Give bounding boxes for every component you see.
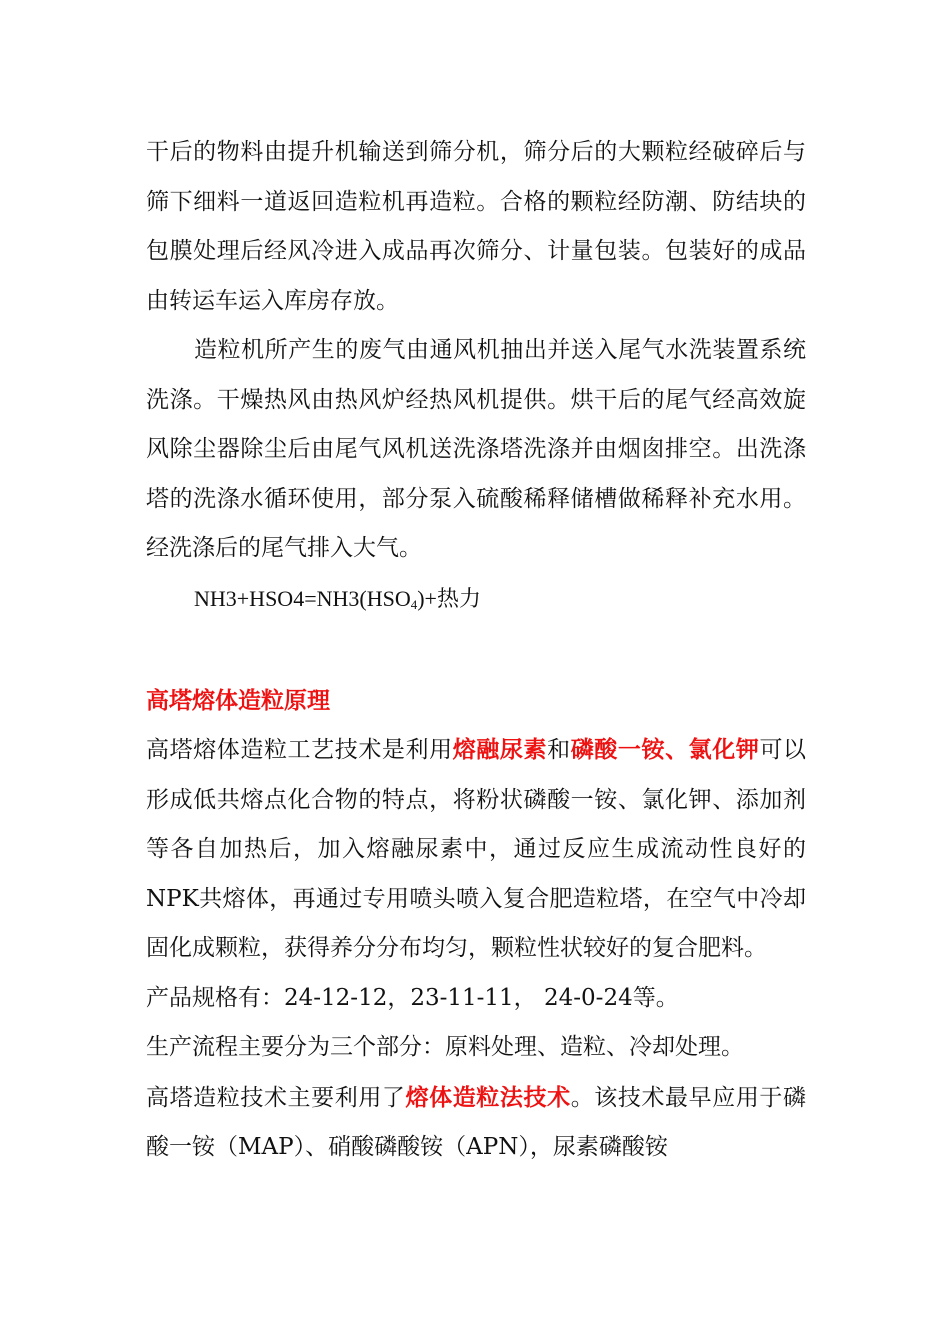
paragraph-product-specs: 产品规格有：24-12-12，23-11-11， 24-0-24等。	[146, 984, 679, 1011]
document-page	[146, 128, 806, 1173]
section-heading: 高塔熔体造粒原理	[146, 686, 330, 714]
highlight-separator: 、	[665, 736, 689, 763]
paragraph-tower-technology	[146, 1073, 806, 1173]
reaction-formula	[146, 574, 806, 630]
text-segment: 高塔熔体造粒工艺技术是利用	[146, 737, 453, 763]
text-segment: 高塔造粒技术主要利用了	[146, 1084, 406, 1111]
formula-subscript: 4	[410, 596, 418, 612]
text-segment: 可以形成低共熔点化合物的特点，将粉状磷酸一铵、氯化钾、添加剂等各自加热后，加入熔融尿素中，通过反应生成流动性良好的NPK共熔体，再通过专用喷头喷入复合肥造粒塔，在空气中冷却固化成颗粒，获得养分分布均匀，颗粒性状较好的复合肥料。	[146, 737, 807, 961]
highlight-melt-method: 熔体造粒法技术	[405, 1083, 571, 1111]
paragraph-process-parts: 生产流程主要分为三个部分：原料处理、造粒、冷却处理。	[146, 1034, 744, 1060]
paragraph-exhaust-treatment: 造粒机所产生的废气由通风机抽出并送入尾气水洗装置系统洗涤。干燥热风由热风炉经热风机提供。烘干后的尾气经高效旋风除尘器除尘后由尾气风机送洗涤塔洗涤并由烟囱排空。出洗涤塔的洗涤水循环使用，部分泵入硫酸稀释储槽做稀释补充水用。经洗涤后的尾气排入大气。	[146, 337, 806, 561]
paragraph-drying-screening: 干后的物料由提升机输送到筛分机，筛分后的大颗粒经破碎后与筛下细料一道返回造粒机再造粒。合格的颗粒经防潮、防结块的包膜处理后经风冷进入成品再次筛分、计量包装。包装好的成品由转运车运入库房存放。	[146, 139, 806, 314]
text-segment: 。该技术最早应用于磷酸一铵（MAP）、硝酸磷酸铵（APN），尿素磷酸铵	[146, 1084, 807, 1160]
formula-part-1: NH3+HSO4=NH3(HSO	[194, 585, 411, 611]
highlight-molten-urea: 熔融尿素	[452, 736, 548, 763]
paragraph-melt-granulation-principle	[146, 725, 806, 974]
highlight-kcl: 氯化钾	[688, 736, 760, 763]
text-segment: 和	[547, 737, 571, 763]
formula-part-2: )+热力	[417, 585, 481, 611]
highlight-map: 磷酸一铵	[570, 736, 666, 763]
